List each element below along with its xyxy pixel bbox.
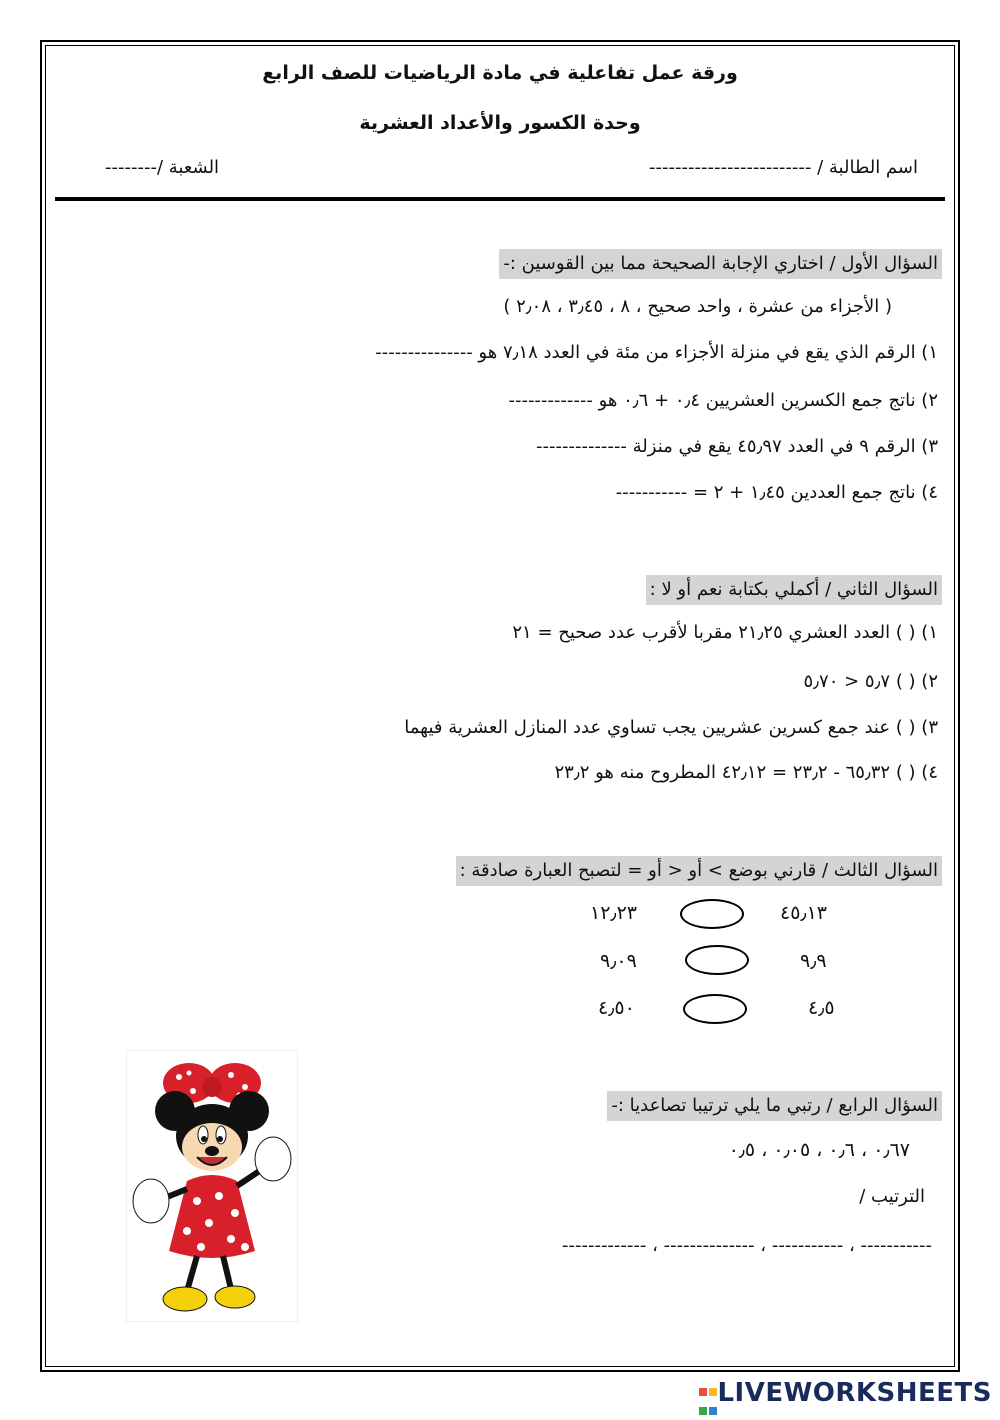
q3-row3-right: ٤٫٥٠	[598, 997, 635, 1019]
student-name-field[interactable]: اسم الطالبة / -------------------------	[649, 157, 918, 178]
q1-heading: السؤال الأول / اختاري الإجابة الصحيحة مما بين القوسين :-	[499, 249, 942, 279]
q2-item-2[interactable]: ٢) ( ) ٥٫٧ < ٥٫٧٠	[803, 671, 938, 692]
q3-row2-left: ٩٫٩	[800, 950, 827, 972]
q1-item-2[interactable]: ٢) ناتج جمع الكسرين العشريين ٠٫٤ + ٠٫٦ هو -------------	[508, 390, 938, 411]
q3-row1-right: ١٢٫٢٣	[590, 902, 637, 924]
q2-item-4[interactable]: ٤) ( ) ٦٥٫٣٢ - ٢٣٫٢ = ٤٢٫١٢ المطروح منه هو ٢٣٫٢	[554, 762, 938, 783]
q4-order-label: الترتيب /	[859, 1186, 925, 1207]
q4-heading: السؤال الرابع / رتبي ما يلي ترتيبا تصاعديا :-	[607, 1091, 942, 1121]
q1-item-4[interactable]: ٤) ناتج جمع العددين ١٫٤٥ + ٢ = -----------	[615, 482, 938, 503]
q1-item-1[interactable]: ١) الرقم الذي يقع في منزلة الأجزاء من مئة في العدد ٧٫١٨ هو ---------------	[375, 342, 938, 363]
q1-item-3[interactable]: ٣) الرقم ٩ في العدد ٤٥٫٩٧ يقع في منزلة --------------	[535, 436, 938, 457]
q3-row1-answer-oval[interactable]	[680, 899, 744, 929]
minnie-mouse-illustration	[126, 1050, 298, 1322]
worksheet-title: ورقة عمل تفاعلية في مادة الرياضيات للصف الرابع	[262, 62, 738, 84]
q3-heading: السؤال الثالث / قارني بوضع > أو < أو = لتصبح العبارة صادقة :	[456, 856, 942, 886]
q4-values: ٠٫٦٧ ، ٠٫٦ ، ٠٫٠٥ ، ٠٫٥	[728, 1139, 910, 1161]
q2-item-3[interactable]: ٣) ( ) عند جمع كسرين عشريين يجب تساوي عدد المنازل العشرية فيهما	[404, 717, 938, 738]
q3-row3-answer-oval[interactable]	[683, 994, 747, 1024]
section-field[interactable]: الشعبة /--------	[105, 157, 220, 178]
header-divider	[55, 197, 945, 201]
q2-heading: السؤال الثاني / أكملي بكتابة نعم أو لا :	[646, 575, 942, 605]
q4-order-blanks[interactable]: ----------- ، ----------- ، -------------- ، -------------	[561, 1235, 932, 1256]
q2-item-1[interactable]: ١) ( ) العدد العشري ٢١٫٢٥ مقربا لأقرب عدد صحيح = ٢١	[512, 622, 938, 643]
q3-row2-right: ٩٫٠٩	[600, 950, 637, 972]
q3-row1-left: ٤٥٫١٣	[780, 902, 827, 924]
q1-options: ( الأجزاء من عشرة ، واحد صحيح ، ٨ ، ٣٫٤٥ ، ٢٫٠٨ )	[503, 296, 892, 317]
brand-name: LIVEWORKSHEETS	[717, 1378, 992, 1408]
q3-row2-answer-oval[interactable]	[685, 945, 749, 975]
unit-title: وحدة الكسور والأعداد العشرية	[359, 112, 641, 134]
q3-row3-left: ٤٫٥	[808, 997, 835, 1019]
